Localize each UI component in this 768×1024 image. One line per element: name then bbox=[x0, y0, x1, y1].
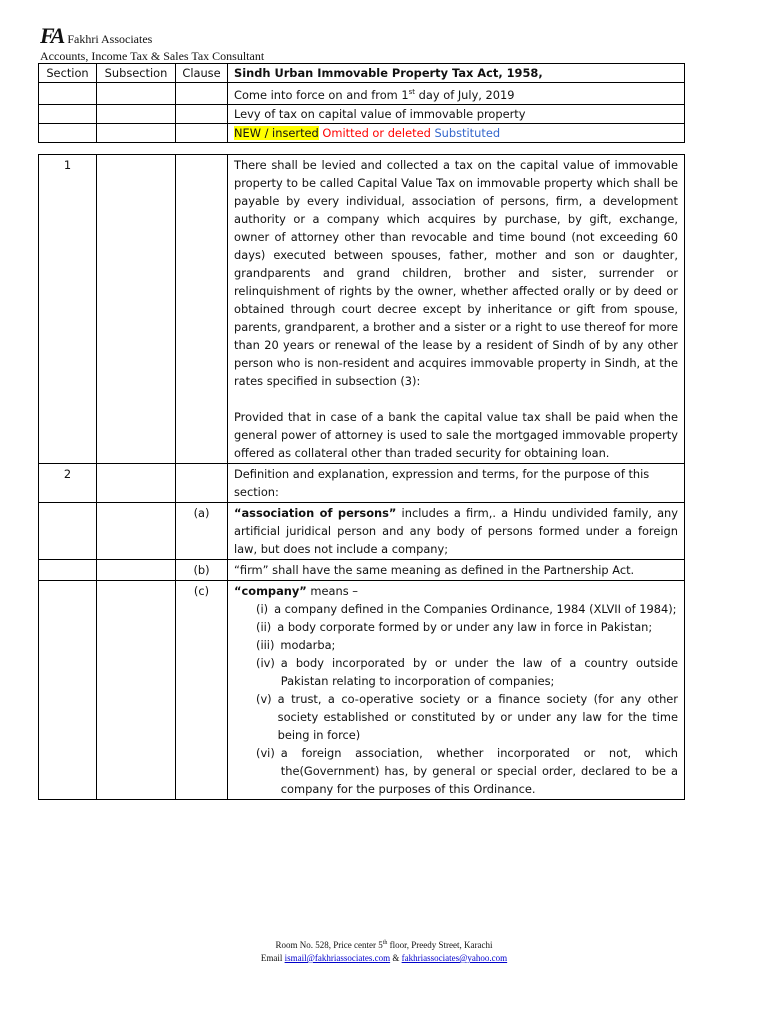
col-header-subsection: Subsection bbox=[97, 64, 176, 83]
section-number: 2 bbox=[39, 464, 97, 503]
section-2-intro: Definition and explanation, expression and terms, for the purpose of this section: bbox=[228, 464, 685, 503]
footer-email: Email ismail@fakhriassociates.com & fakhriassociates@yahoo.com bbox=[260, 953, 508, 963]
section-1-proviso: Provided that in case of a bank the capital value tax shall be paid when the general power of attorney is used to sale the mortgaged immovable property offered as collateral other than traded security for obtaining loan. bbox=[234, 410, 678, 460]
definition-firm: “firm” shall have the same meaning as defined in the Partnership Act. bbox=[228, 560, 685, 581]
footer-address: Room No. 528, Price center 5th floor, Preedy Street, Karachi bbox=[275, 940, 493, 950]
list-item: (iv) a body incorporated by or under the law of a country outside Pakistan relating to incorporation of companies; bbox=[256, 656, 678, 688]
act-body-table bbox=[38, 154, 685, 800]
firm-logo: FA bbox=[40, 23, 64, 48]
table-row bbox=[39, 581, 685, 800]
list-item: (ii) a body corporate formed by or under any law in force in Pakistan; bbox=[256, 620, 653, 634]
firm-name: Fakhri Associates bbox=[67, 32, 153, 46]
legend-substituted: Substituted bbox=[434, 125, 501, 140]
table-row bbox=[39, 155, 685, 464]
list-item: (iii) modarba; bbox=[256, 638, 336, 652]
company-sublist bbox=[234, 600, 678, 798]
list-item: (i) a company defined in the Companies Ordinance, 1984 (XLVII of 1984); bbox=[256, 602, 677, 616]
table-row bbox=[39, 560, 685, 581]
act-title: Sindh Urban Immovable Property Tax Act, 1958, bbox=[228, 64, 685, 83]
legend-deleted: Omitted or deleted bbox=[322, 125, 431, 140]
section-number: 1 bbox=[39, 155, 97, 464]
definition-company: “company” means – (i) a company defined in the Companies Ordinance, 1984 (XLVII of 1984); (ii) a body corporate formed by or under any law in force in Pakistan; (iii) modarba; (iv) a body incorporated by or under the law of a country outside Pakistan relating to incorporation of companies; (v) a trust, a co-operative society or a finance society (for any other society established or constituted by or under any law for the time being in force) (vi) a foreign association, whether incorporated or not, which the(Government) has, by general or special order, declared to be a company for the purposes of this Ordinance. bbox=[228, 581, 685, 800]
section-1-text bbox=[228, 155, 685, 464]
page-footer bbox=[0, 937, 768, 965]
clause-label: (a) bbox=[176, 503, 228, 560]
letterhead bbox=[40, 23, 730, 64]
list-item: (v) a trust, a co-operative society or a finance society (for any other society established or constituted by or under any law for the time being in force) bbox=[256, 692, 678, 742]
col-header-clause: Clause bbox=[176, 64, 228, 83]
legend-row bbox=[228, 123, 685, 142]
legend-new: NEW / inserted bbox=[234, 125, 319, 140]
firm-line bbox=[40, 23, 730, 48]
list-item: (vi) a foreign association, whether incorporated or not, which the(Government) has, by general or special order, declared to be a company for the purposes of this Ordinance. bbox=[256, 746, 678, 796]
definition-aop: “association of persons” includes a firm,. a Hindu undivided family, any artificial juridical person and any body of persons formed under a foreign law, but does not include a company; bbox=[228, 503, 685, 560]
email-link-ismail[interactable]: ismail@fakhriassociates.com bbox=[284, 953, 391, 963]
clause-label: (c) bbox=[176, 581, 228, 800]
table-row bbox=[39, 464, 685, 503]
firm-tagline: Accounts, Income Tax & Sales Tax Consultant bbox=[40, 49, 265, 63]
section-1-levy-text: There shall be levied and collected a tax on the capital value of immovable property to be called Capital Value Tax on immovable property which shall be payable by every individual, association of persons, firm, a development authority or a company which acquires by purchase, by gift, exchange, owner of attorney other than revocable and time bound (not exceeding 60 days) executed between spouses, father, mother and son or daughter, grandparents and grand children, brother and sister, surrender or relinquishment of rights by the owner, whether affected orally or by deed or obtained through court decree except by inheritance or gift from spouse, parents, grandparent, a brother and a sister or a right to use thereof for more than 20 years or renewal of the lease by a resident of Sindh of by any other person who is non-resident and acquires immovable property in Sindh, at the rates specified in subsection (3): bbox=[234, 158, 678, 388]
levy-description: Levy of tax on capital value of immovable property bbox=[228, 104, 685, 123]
email-link-yahoo[interactable]: fakhriassociates@yahoo.com bbox=[401, 953, 508, 963]
table-row bbox=[39, 503, 685, 560]
col-header-section: Section bbox=[39, 64, 97, 83]
effective-date: Come into force on and from 1st day of July, 2019 bbox=[228, 83, 685, 105]
act-header-table bbox=[38, 63, 685, 143]
clause-label: (b) bbox=[176, 560, 228, 581]
